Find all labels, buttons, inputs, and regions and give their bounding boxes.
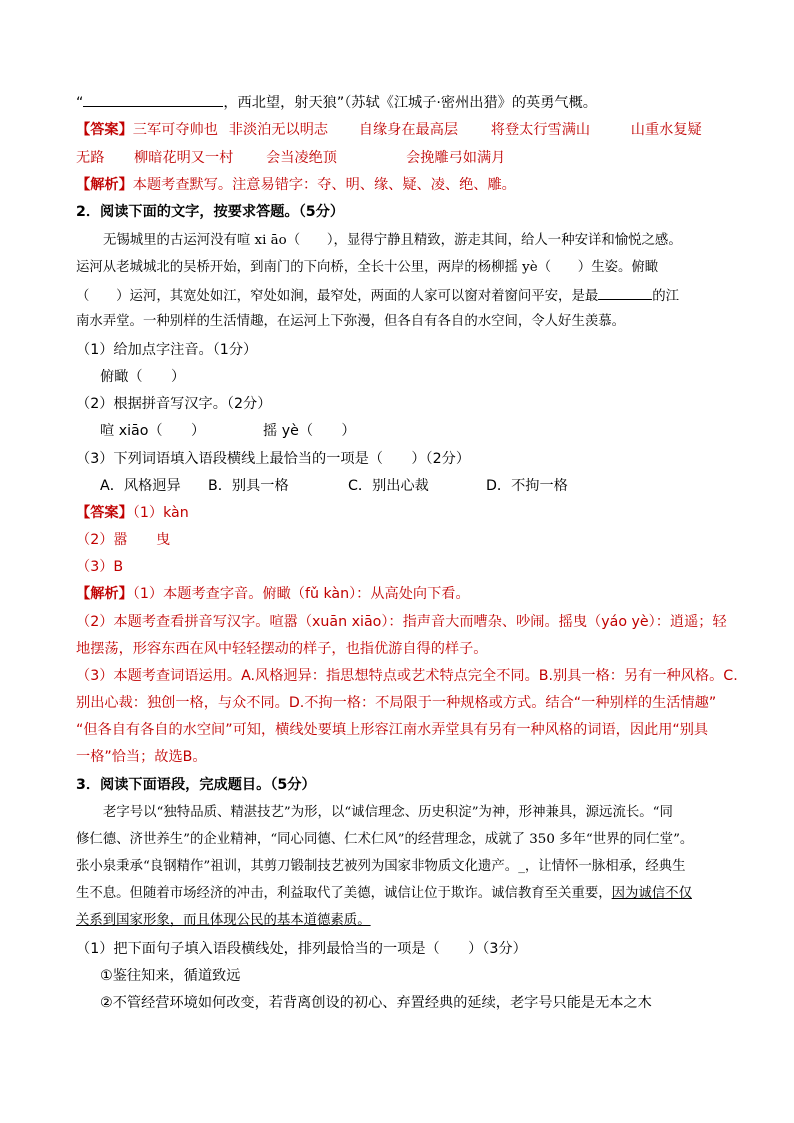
option-c: C．别出心裁 (348, 478, 429, 494)
q1-answer-2: 非淡泊无以明志 (228, 122, 329, 138)
q2-answer-2: （2）嚣 曳 (76, 532, 171, 548)
q2-analysis-2: （2）本题考查看拼音写汉字。喧嚣（xuān xiāo）：指声音大而嘈杂、吵闹。摇曳（yáo yè）：逍遥；轻 (76, 614, 727, 630)
answer-label: 【答案】 (76, 505, 133, 521)
q3-passage-line-3: 张小泉秉承“良钢精作”祖训，其剪刀锻制技艺被列为国家非物质文化遗产。_，让情怀一脉相承，经典生 (76, 859, 686, 874)
q2-sub1: （1）给加点字注音。（1分） (76, 342, 258, 358)
q2-analysis-5: 别出心裁：独创一格，与众不同。D.不拘一格：不局限于一种规格或方式。结合“一种别样的生活情趣” (76, 695, 717, 711)
q1-answer-line-2 (76, 148, 505, 168)
q1-analysis-text: 本题考查默写。注意易错字：夺、明、缘、疑、凌、绝、雕。 (132, 177, 516, 193)
q2-analysis-4: （3）本题考查词语运用。A.风格迥异：指思想特点或艺术特点完全不同。B.别具一格：另有一种风格。C. (76, 668, 738, 684)
q1-answer-line-1 (76, 120, 702, 140)
q2-analysis-line-1 (76, 584, 470, 604)
q2-answer-3: （3）B (76, 559, 124, 575)
q3-title: 3．阅读下面语段，完成题目。（5分） (76, 777, 316, 793)
q2-title: 2．阅读下面的文字，按要求答题。（5分） (76, 204, 345, 220)
q3-passage-line-4 (76, 884, 692, 904)
q1-answer-4: 将登太行雪满山 (490, 122, 591, 138)
q3-item-2: ②不管经营环境如何改变，若背离创设的初心、弃置经典的延续，老字号只能是无本之木 (100, 995, 652, 1011)
q1-tail-text: ，西北望，射天狼”（苏轼《江城子·密州出猎》的英勇气概。 (223, 95, 597, 111)
fill-blank (83, 92, 223, 107)
option-a: A．风格迥异 (100, 478, 181, 494)
q2-sub2: （2）根据拼音写汉字。（2分） (76, 396, 272, 412)
option-d: D．不拘一格 (486, 478, 568, 494)
q2-sub1-item: 俯瞰（ ） (100, 369, 186, 385)
q2-answer-line-1 (76, 503, 189, 523)
q1-answer-8: 会当凌绝顶 (266, 150, 337, 166)
fill-blank (598, 285, 652, 300)
q2-options (100, 476, 568, 496)
q3-passage-line-2: 修仁德、济世养生”的企业精神，“同心同德、仁术仁风”的经营理念，成就了 350 多年“世界的同仁堂”。 (76, 832, 694, 847)
q2-passage-line-3 (76, 285, 679, 307)
q3-underlined-start: 因为诚信不仅 (611, 886, 692, 901)
q2-sub2-item-2: 摇 yè（ ） (263, 423, 356, 439)
q3-passage-line-4-text: 生不息。但随着市场经济的冲击，利益取代了美德，诚信让位于欺诈。诚信教育至关重要， (76, 886, 612, 901)
q2-passage-line-2: 运河从老城城北的吴桥开始，到南门的下向桥，全长十公里，两岸的杨柳摇 yè（ ）生姿。俯瞰 (76, 260, 659, 275)
q2-sub2-item-1: 喧 xiāo（ ） (100, 423, 206, 439)
q2-analysis-7: 一格”恰当；故选B。 (76, 749, 207, 765)
q2-sub3: （3）下列词语填入语段横线上最恰当的一项是（ ）（2分） (76, 451, 471, 467)
analysis-label: 【解析】 (76, 586, 133, 602)
q3-sub1: （1）把下面句子填入语段横线处，排列最恰当的一项是（ ）（3分） (76, 941, 527, 957)
q1-analysis-line (76, 175, 516, 195)
q1-answer-3: 自缘身在最高层 (358, 122, 459, 138)
q2-passage-line-4: 南水弄堂。一种别样的生活情趣，在运河上下弥漫，但各自有各自的水空间，令人好生羡慕。 (76, 314, 626, 329)
q2-analysis-3: 地摆荡，形容东西在风中轻轻摆动的样子，也指优游自得的样子。 (76, 641, 488, 657)
q2-passage-line-3-tail: 的江 (652, 289, 680, 304)
q2-answer-1: （1）kàn (132, 505, 189, 521)
q1-answer-5: 山重水复疑 (630, 122, 702, 138)
q1-tail-line (76, 92, 597, 113)
q3-item-1: ①鉴往知来，循道致远 (100, 968, 241, 984)
analysis-label: 【解析】 (76, 177, 133, 193)
q1-answer-6: 无路 (76, 150, 105, 166)
q2-passage-line-3-text: （ ）运河，其宽处如江，窄处如涧，最窄处，两面的人家可以窗对着窗问平安，是最 (76, 289, 599, 304)
q2-analysis-1: （1）本题考查字音。俯瞰（fǔ kàn）：从高处向下看。 (132, 586, 470, 602)
q1-answer-1: 三军可夺帅也 (132, 122, 218, 138)
answer-label: 【答案】 (76, 122, 133, 138)
q1-answer-7: 柳暗花明又一村 (134, 150, 234, 166)
q3-passage-line-5: 关系到国家形象，而且体现公民的基本道德素质。 (76, 913, 371, 928)
q2-sub2-items (100, 421, 356, 441)
q1-answer-9: 会挽雕弓如满月 (406, 150, 506, 166)
q2-passage-line-1: 无锡城里的古运河没有喧 xi āo（ ），显得宁静且精致，游走其间，给人一种安详和愉悦之感。 (103, 233, 682, 248)
q3-passage-line-1: 老字号以“独特品质、精湛技艺”为形，以“诚信理念、历史积淀”为神，形神兼具，源远流长。“同 (103, 805, 673, 820)
option-b: B．别具一格 (208, 478, 289, 494)
open-quote: “ (76, 95, 84, 111)
q2-analysis-6: “但各自有各自的水空间”可知，横线处要填上形容江南水弄堂具有另有一种风格的词语，因此用“别具 (76, 722, 709, 738)
